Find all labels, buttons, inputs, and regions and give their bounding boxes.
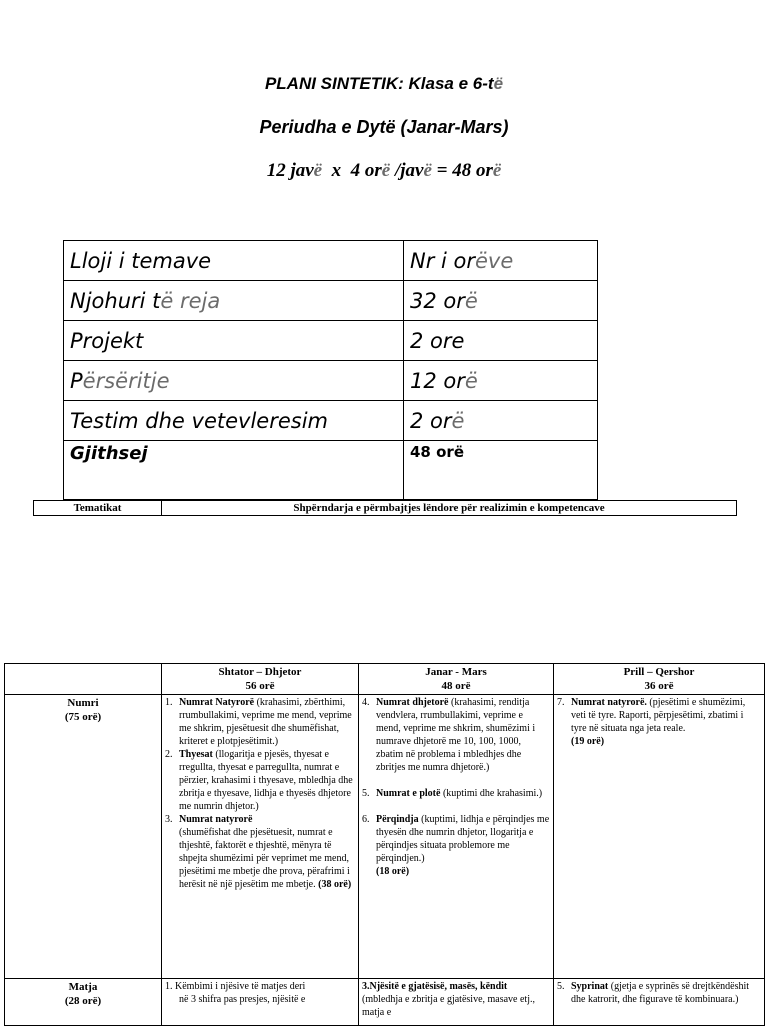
cell-topic-type: Përsëritje bbox=[64, 361, 404, 401]
cell-topic-type: Njohuri të reja bbox=[64, 281, 404, 321]
document-title: PLANI SINTETIK: Klasa e 6-të bbox=[264, 74, 504, 93]
table-row bbox=[64, 281, 598, 321]
matja-period-3: 5. Syprinat (gjetja e syprinës së drejtkëndëshit dhe katrorit, dhe figurave të kombinuara.) bbox=[554, 979, 765, 1026]
cell-topic-type: Testim dhe vetevleresim bbox=[64, 401, 404, 441]
list-item: 1. Numrat Natyrorë (krahasimi, zbërthimi, rrumbullakimi, veprime me mend, veprime me shkrim, pjesëtuesit dhe shumëfishat, kriteret e plotpjesëtimit.) bbox=[165, 697, 352, 747]
header-period-3: Prill – Qershor 36 orë bbox=[554, 664, 765, 695]
numri-period-2 bbox=[359, 695, 554, 979]
table-row bbox=[34, 501, 737, 516]
hours-formula: 12 javë x 4 orë /javë = 48 orë bbox=[266, 160, 502, 181]
cell-topic-type: Projekt bbox=[64, 321, 404, 361]
table-row-numri bbox=[5, 695, 765, 979]
table-row bbox=[64, 241, 598, 281]
table-row bbox=[64, 401, 598, 441]
cell-hours: 32 orë bbox=[404, 281, 598, 321]
table-row bbox=[64, 361, 598, 401]
curriculum-table bbox=[4, 663, 765, 1026]
table-row bbox=[64, 321, 598, 361]
distribution-header: Shpërndarja e përmbajtjes lëndore për realizimin e kompetencave bbox=[162, 501, 737, 516]
tematika-table bbox=[33, 500, 737, 516]
topic-numri: Numri (75 orë) bbox=[5, 695, 162, 979]
list-item: 4. Numrat dhjetorë (krahasimi, renditja vendvlera, rrumbullakimi, veprime e mend, veprime me shkrim, shumëzimi i numrave dhjetorë me 10, 100, 1000, zbatim në problema i mbledhjes dhe zbritjes me numra dhjetorë.) bbox=[362, 697, 536, 773]
numri-period-1 bbox=[162, 695, 359, 979]
table-row-matja bbox=[5, 979, 765, 1026]
header-period-1: Shtator – Dhjetor 56 orë bbox=[162, 664, 359, 695]
cell-topic-type: Lloji i temave bbox=[64, 241, 404, 281]
cell-total-label: Gjithsej bbox=[64, 441, 404, 500]
cell-hours: 12 orë bbox=[404, 361, 598, 401]
cell-hours: 2 orë bbox=[404, 401, 598, 441]
list-item: 2. Thyesat (llogaritja e pjesës, thyesat e rregullta, thyesat e parregullta, numrat e përzier, krahasimi i thyesave, mbledhja dhe zbritja e thyesave, lidhja e thyesës dhjetore me numrin dhjetor.) bbox=[165, 749, 353, 812]
table-header-row bbox=[5, 664, 765, 695]
cell-hours: 2 ore bbox=[404, 321, 598, 361]
hours-table bbox=[63, 240, 598, 500]
list-item: 6. Përqindja (kuptimi, lidhja e përqindjes me thyesën dhe numrin dhjetor, llogaritja e përqindjes situata problemore me përqindjen.) (18 orë) bbox=[362, 814, 550, 877]
list-item: 7. Numrat natyrorë. (pjesëtimi e shumëzimi, veti të tyre. Raporti, përpjesëtimi, zbatimi i tyre në situata nga jeta reale. (19 orë) bbox=[557, 697, 746, 747]
list-item: 5. Numrat e plotë (kuptimi dhe krahasimi.) bbox=[362, 788, 543, 799]
matja-period-1: 1. Këmbimi i njësive të matjes deri në 3 shifra pas presjes, njësitë e bbox=[162, 979, 359, 1026]
period-subtitle: Periudha e Dytë (Janar-Mars) bbox=[259, 117, 509, 137]
topic-matja: Matja (28 orë) bbox=[5, 979, 162, 1026]
list-item: 3. Numrat natyrorë (shumëfishat dhe pjesëtuesit, numrat e thjeshtë, faktorët e thjeshtë, mënyra të shpejta shumëzimi për veprimet me mend, pjesëtimi me mbetje dhe prova, përafrimi i herësit në një pjesëtim me mbetje. (38 orë) bbox=[165, 814, 352, 890]
table-row-total bbox=[64, 441, 598, 500]
cell-hours: Nr i orëve bbox=[404, 241, 598, 281]
numri-period-3 bbox=[554, 695, 765, 979]
cell-total-hours: 48 orë bbox=[404, 441, 598, 500]
matja-period-2: 3.Njësitë e gjatësisë, masës, këndit (mbledhja e zbritja e gjatësive, masave etj., matja e bbox=[359, 979, 554, 1026]
header-empty bbox=[5, 664, 162, 695]
tematika-header: Tematikat bbox=[34, 501, 162, 516]
header-period-2: Janar - Mars 48 orë bbox=[359, 664, 554, 695]
